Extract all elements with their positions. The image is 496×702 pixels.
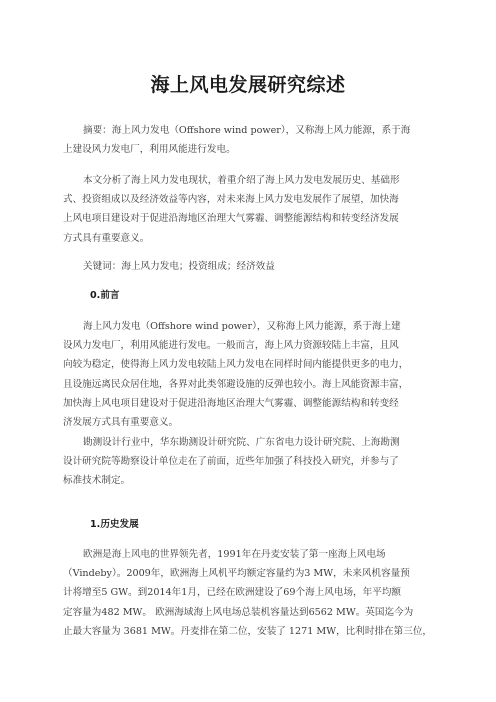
history-line: （Vindeby）。2009年，欧洲海上风机平均额定容量约为3 MW，未来风机容量预 xyxy=(63,568,410,580)
keywords-paragraph xyxy=(63,257,443,276)
history-line: 止最大容量为 3681 MW。丹麦排在第二位，安装了 1271 MW，比利时排在第三位， xyxy=(63,625,433,637)
summary-paragraph xyxy=(63,171,443,248)
preface-line: 加快海上风电项目建设对于促进沿海地区治理大气雾霾、调整能源结构和转变经 xyxy=(63,397,399,409)
preface-line: 勘测设计行业中，华东勘测设计研究院、广东省电力设计研究院、上海勘测 xyxy=(83,437,400,448)
section-heading-history: 1.历史发展 xyxy=(90,519,139,530)
history-line: 定容量为482 MW。 欧洲海域海上风电场总装机容量达到6562 MW。英国迄今为 xyxy=(63,606,414,618)
history-line: 欧洲是海上风电的世界领先者，1991年在丹麦安装了第一座海上风电场 xyxy=(83,549,386,560)
preface-paragraph-2 xyxy=(63,433,443,491)
summary-line: 式、投资组成以及经济效益等内容，对未来海上风力发电发展作了展望，加快海 xyxy=(63,194,399,206)
preface-paragraph-1 xyxy=(63,317,443,432)
summary-line: 方式具有重要意义。 xyxy=(63,232,150,244)
preface-line: 设计研究院等勘察设计单位走在了前面，近些年加强了科技投入研究，并参与了 xyxy=(63,456,399,468)
preface-line: 海上风力发电（Offshore wind power），又称海上风力能源，系于海上建 xyxy=(83,321,401,332)
document-title: 海上风电发展研究综述 xyxy=(150,74,346,96)
abstract-paragraph xyxy=(63,121,443,159)
summary-line: 上风电项目建设对于促进沿海地区治理大气雾霾、调整能源结构和转变经济发展 xyxy=(63,213,399,225)
summary-line: 本文分析了海上风力发电现状，着重介绍了海上风力发电发展历史、基础形 xyxy=(83,175,400,186)
preface-line: 向较为稳定，使得海上风力发电较陆上风力发电在同样时间内能提供更多的电力， xyxy=(63,359,409,371)
preface-line: 设风力发电厂，利用风能进行发电。一般而言，海上风力资源较陆上丰富，且风 xyxy=(63,340,399,352)
keywords-line: 关键词：海上风力发电；投资组成；经济效益 xyxy=(83,261,275,272)
preface-line: 标准技术制定。 xyxy=(63,475,131,487)
preface-line: 济发展方式具有重要意义。 xyxy=(63,416,179,428)
abstract-line: 上建设风力发电厂，利用风能进行发电。 xyxy=(63,144,236,156)
preface-line: 且设施远离民众居住地，各界对此类邻避设施的反弹也较小。海上风能资源丰富， xyxy=(63,378,409,390)
section-heading-preface: 0.前言 xyxy=(90,290,120,301)
abstract-line: 摘要：海上风力发电（Offshore wind power），又称海上风力能源，系于海 xyxy=(83,125,411,136)
history-paragraph-1 xyxy=(63,545,443,641)
history-line: 计将增至5 GW。到2014年1月，已经在欧洲建设了69个海上风电场，年平均额 xyxy=(63,587,402,599)
